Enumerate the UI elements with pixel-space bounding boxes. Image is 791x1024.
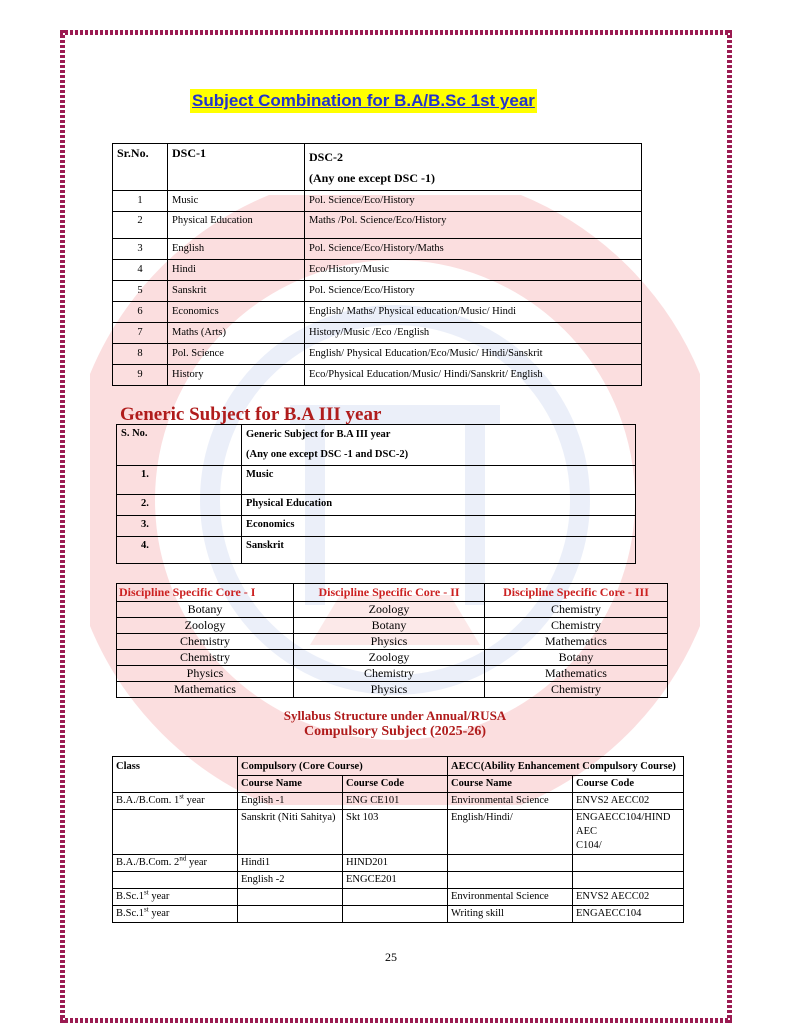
cell-dsc-ii: Zoology xyxy=(294,602,485,618)
header-aecc-course-name: Course Name xyxy=(448,776,573,793)
cell-aecc-code xyxy=(573,810,684,855)
cell-dsc-iii: Mathematics xyxy=(485,666,668,682)
cell-aecc-name: Environmental Science xyxy=(448,889,573,906)
cell-dsc-ii: Chemistry xyxy=(294,666,485,682)
header-dsc-i: Discipline Specific Core - I xyxy=(117,584,294,602)
cell-dsc-i: Chemistry xyxy=(117,650,294,666)
cell-sno: 1. xyxy=(117,466,242,495)
header-dsc-iii: Discipline Specific Core - III xyxy=(485,584,668,602)
cell-dsc1: Physical Education xyxy=(168,212,305,239)
cell-dsc1: Sanskrit xyxy=(168,281,305,302)
cell-aecc-name: Writing skill xyxy=(448,906,573,923)
page-border-top xyxy=(60,30,732,35)
cell-srno: 9 xyxy=(113,365,168,386)
cell-dsc-iii: Botany xyxy=(485,650,668,666)
cell-dsc2: English/ Physical Education/Eco/Music/ Hindi/Sanskrit xyxy=(305,344,642,365)
table-row xyxy=(113,212,642,239)
cell-aecc-code: ENGAECC104 xyxy=(573,906,684,923)
cell-dsc1: Music xyxy=(168,191,305,212)
cell-srno: 1 xyxy=(113,191,168,212)
cell-srno: 8 xyxy=(113,344,168,365)
compulsory-subject-table xyxy=(112,756,684,923)
cell-subject: Economics xyxy=(242,516,636,537)
table-row xyxy=(113,810,684,855)
cell-dsc1: History xyxy=(168,365,305,386)
page-border-left xyxy=(60,30,65,1023)
cell-aecc-name xyxy=(448,855,573,872)
cell-dsc-ii: Physics xyxy=(294,682,485,698)
cell-dsc2: English/ Maths/ Physical education/Music/ Hindi xyxy=(305,302,642,323)
header-compulsory-core: Compulsory (Core Course) xyxy=(238,757,448,776)
header-dsc1: DSC-1 xyxy=(168,144,305,191)
cell-course-name xyxy=(238,906,343,923)
header-generic-subject xyxy=(242,425,636,466)
cell-course-name: English -1 xyxy=(238,793,343,810)
header-srno: Sr.No. xyxy=(113,144,168,191)
header-dsc2-note: (Any one except DSC -1) xyxy=(309,171,435,185)
discipline-specific-core-table xyxy=(116,583,668,698)
cell-dsc-i: Chemistry xyxy=(117,634,294,650)
header-generic-subject-note: (Any one except DSC -1 and DSC-2) xyxy=(246,449,409,460)
table-row xyxy=(113,323,642,344)
cell-class xyxy=(113,872,238,889)
cell-dsc-i: Mathematics xyxy=(117,682,294,698)
cell-subject: Music xyxy=(242,466,636,495)
class-suffix: year xyxy=(148,908,170,919)
cell-aecc-code xyxy=(573,855,684,872)
cell-dsc-ii: Zoology xyxy=(294,650,485,666)
cell-dsc1: Pol. Science xyxy=(168,344,305,365)
table-row xyxy=(113,239,642,260)
table-row xyxy=(113,260,642,281)
cell-srno: 6 xyxy=(113,302,168,323)
cell-dsc-iii: Chemistry xyxy=(485,682,668,698)
header-course-code: Course Code xyxy=(343,776,448,793)
table-row xyxy=(117,516,636,537)
table-row xyxy=(117,537,636,564)
cell-class xyxy=(113,810,238,855)
cell-course-name xyxy=(238,889,343,906)
table-row xyxy=(117,495,636,516)
cell-aecc-code: ENVS2 AECC02 xyxy=(573,793,684,810)
cell-aecc-code: ENVS2 AECC02 xyxy=(573,889,684,906)
table-row xyxy=(117,634,668,650)
syllabus-structure-title: Syllabus Structure under Annual/RUSA xyxy=(283,708,507,723)
table-row xyxy=(113,855,684,872)
section-title-subject-combination: Subject Combination for B.A/B.Sc 1st year xyxy=(190,89,537,113)
class-ordinal: st xyxy=(144,888,149,897)
header-dsc2 xyxy=(305,144,642,191)
cell-course-code xyxy=(343,889,448,906)
table-row xyxy=(113,872,684,889)
cell-subject: Physical Education xyxy=(242,495,636,516)
header-course-name: Course Name xyxy=(238,776,343,793)
aecc-code-line: ENGAECC104/HIND xyxy=(576,812,671,823)
cell-course-code: ENGCE201 xyxy=(343,872,448,889)
cell-sno: 4. xyxy=(117,537,242,564)
cell-dsc1: Economics xyxy=(168,302,305,323)
cell-dsc2: Maths /Pol. Science/Eco/History xyxy=(305,212,642,239)
cell-dsc2: History/Music /Eco /English xyxy=(305,323,642,344)
cell-dsc1: Maths (Arts) xyxy=(168,323,305,344)
generic-subject-table xyxy=(116,424,636,564)
cell-aecc-code xyxy=(573,872,684,889)
cell-dsc1: English xyxy=(168,239,305,260)
cell-course-code: Skt 103 xyxy=(343,810,448,855)
table-row xyxy=(113,191,642,212)
table-row xyxy=(113,889,684,906)
page-border-bottom xyxy=(60,1018,732,1023)
cell-srno: 5 xyxy=(113,281,168,302)
class-ordinal: st xyxy=(179,792,184,801)
cell-dsc-i: Physics xyxy=(117,666,294,682)
header-dsc2-label: DSC-2 xyxy=(309,150,344,164)
cell-course-name: English -2 xyxy=(238,872,343,889)
class-text: B.Sc.1 xyxy=(116,891,145,902)
cell-sno: 3. xyxy=(117,516,242,537)
cell-dsc2: Pol. Science/Eco/History xyxy=(305,191,642,212)
cell-course-name: Hindi1 xyxy=(238,855,343,872)
header-aecc: AECC(Ability Enhancement Compulsory Course) xyxy=(448,757,684,776)
class-text: B.A./B.Com. 2 xyxy=(116,857,180,868)
class-suffix: year xyxy=(186,857,208,868)
cell-dsc-i: Zoology xyxy=(117,618,294,634)
cell-sno: 2. xyxy=(117,495,242,516)
header-aecc-course-code: Course Code xyxy=(573,776,684,793)
cell-dsc-iii: Chemistry xyxy=(485,618,668,634)
table-header-row xyxy=(113,757,684,776)
class-text: B.A./B.Com. 1 xyxy=(116,795,180,806)
table-header-row xyxy=(113,144,642,191)
cell-course-code: ENG CE101 xyxy=(343,793,448,810)
subject-combination-table xyxy=(112,143,642,386)
table-header-row xyxy=(117,584,668,602)
cell-aecc-name: Environmental Science xyxy=(448,793,573,810)
header-class: Class xyxy=(113,757,238,793)
cell-dsc2: Pol. Science/Eco/History xyxy=(305,281,642,302)
cell-aecc-name: English/Hindi/ xyxy=(448,810,573,855)
table-row xyxy=(113,281,642,302)
class-suffix: year xyxy=(183,795,205,806)
table-row xyxy=(113,344,642,365)
compulsory-subject-title: Compulsory Subject (2025-26) xyxy=(304,724,486,739)
table-row xyxy=(117,682,668,698)
cell-dsc2: Eco/History/Music xyxy=(305,260,642,281)
section-title-generic-subject: Generic Subject for B.A III year xyxy=(120,404,382,425)
cell-class xyxy=(113,793,238,810)
table-row xyxy=(113,906,684,923)
cell-dsc2: Eco/Physical Education/Music/ Hindi/Sanskrit/ English xyxy=(305,365,642,386)
cell-dsc2: Pol. Science/Eco/History/Maths xyxy=(305,239,642,260)
table-row xyxy=(113,365,642,386)
aecc-code-line: AEC xyxy=(576,826,597,837)
table-row xyxy=(117,466,636,495)
class-suffix: year xyxy=(148,891,170,902)
table-row xyxy=(117,666,668,682)
table-row xyxy=(117,650,668,666)
page-number: 25 xyxy=(385,950,397,964)
header-sno: S. No. xyxy=(117,425,242,466)
cell-aecc-name xyxy=(448,872,573,889)
header-dsc-ii: Discipline Specific Core - II xyxy=(294,584,485,602)
cell-dsc-ii: Botany xyxy=(294,618,485,634)
table-row xyxy=(113,302,642,323)
cell-dsc-iii: Chemistry xyxy=(485,602,668,618)
table-row xyxy=(113,793,684,810)
cell-dsc-i: Botany xyxy=(117,602,294,618)
cell-srno: 4 xyxy=(113,260,168,281)
class-ordinal: st xyxy=(144,905,149,914)
cell-srno: 2 xyxy=(113,212,168,239)
class-ordinal: nd xyxy=(179,854,187,863)
cell-dsc-iii: Mathematics xyxy=(485,634,668,650)
table-row xyxy=(117,618,668,634)
cell-subject: Sanskrit xyxy=(242,537,636,564)
header-generic-subject-label: Generic Subject for B.A III year xyxy=(246,429,391,440)
page-border-right xyxy=(727,30,732,1023)
aecc-code-line: C104/ xyxy=(576,840,602,851)
cell-course-code: HIND201 xyxy=(343,855,448,872)
table-header-row xyxy=(117,425,636,466)
cell-class xyxy=(113,855,238,872)
cell-dsc-ii: Physics xyxy=(294,634,485,650)
cell-dsc1: Hindi xyxy=(168,260,305,281)
table-row xyxy=(117,602,668,618)
cell-class xyxy=(113,906,238,923)
cell-class xyxy=(113,889,238,906)
cell-course-name: Sanskrit (Niti Sahitya) xyxy=(238,810,343,855)
cell-srno: 7 xyxy=(113,323,168,344)
class-text: B.Sc.1 xyxy=(116,908,145,919)
cell-srno: 3 xyxy=(113,239,168,260)
cell-course-code xyxy=(343,906,448,923)
